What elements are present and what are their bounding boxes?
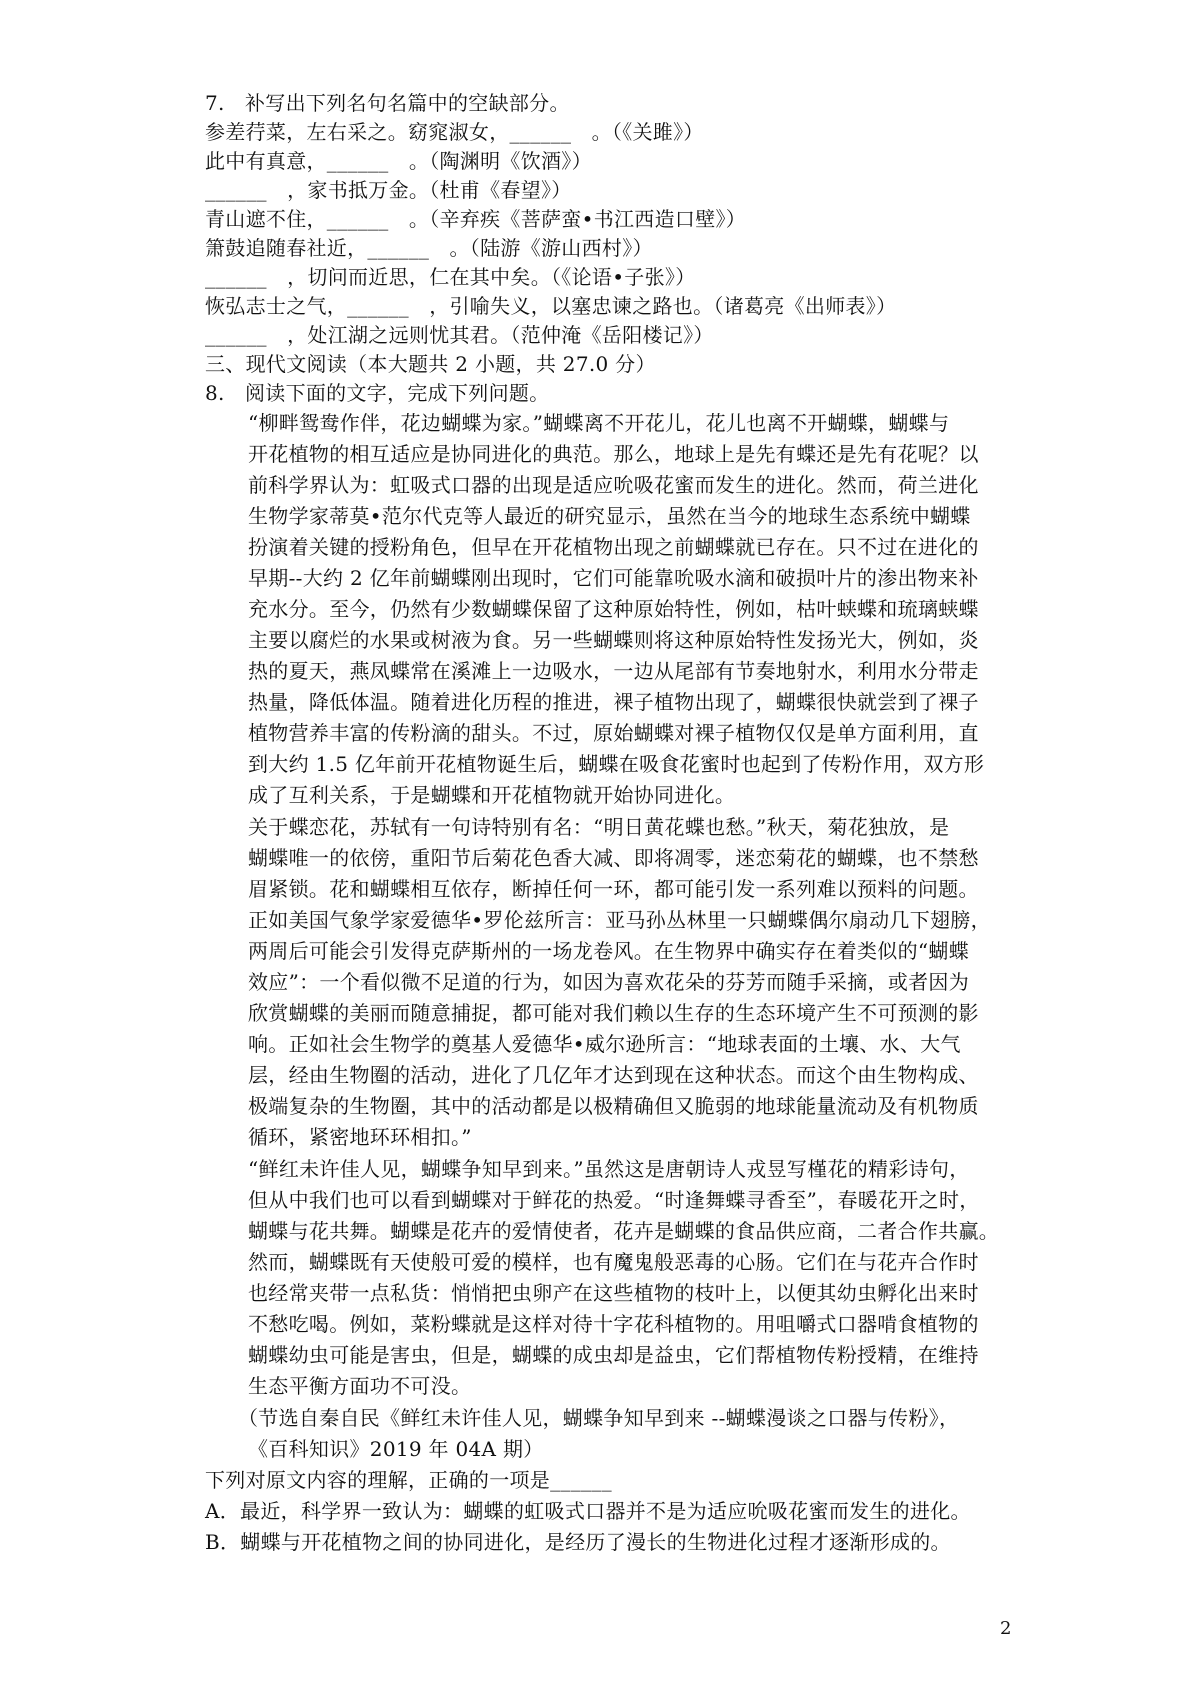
q7-line: ______ ，切问而近思，仁在其中矣。（《论语•子张》） — [205, 265, 696, 289]
q7-line: ______ ，家书抵万金。（杜甫《春望》） — [205, 178, 572, 202]
passage-line: 热的夏天，燕凤蝶常在溪滩上一边吸水，一边从尾部有节奏地射水，利用水分带走 — [248, 659, 979, 683]
passage-line: 蝴蝶幼虫可能是害虫，但是，蝴蝶的成虫却是益虫，它们帮植物传粉授精，在维持 — [248, 1343, 979, 1367]
passage-line: 但从中我们也可以看到蝴蝶对于鲜花的热爱。“时逢舞蝶寻香至”，春暖花开之时， — [248, 1188, 980, 1212]
passage-line: 然而，蝴蝶既有天使般可爱的模样，也有魔鬼般恶毒的心肠。它们在与花卉合作时 — [248, 1250, 979, 1274]
passage-line: 欣赏蝴蝶的美丽而随意捕捉，都可能对我们赖以生存的生态环境产生不可预测的影 — [248, 1001, 979, 1025]
passage-line: “鲜红未许佳人见，蝴蝶争知早到来。”虽然这是唐朝诗人戎昱写槿花的精彩诗句， — [248, 1157, 970, 1181]
passage-line: 也经常夹带一点私货：悄悄把虫卵产在这些植物的枝叶上，以便其幼虫孵化出来时 — [248, 1281, 979, 1305]
passage-line: 极端复杂的生物圈，其中的活动都是以极精确但又脆弱的地球能量流动及有机物质 — [248, 1094, 979, 1118]
passage-line: 蝴蝶唯一的依傍，重阳节后菊花色香大减、即将凋零，迷恋菊花的蝴蝶，也不禁愁 — [248, 846, 979, 870]
option-a: A．最近，科学界一致认为：蝴蝶的虹吸式口器并不是为适应吮吸花蜜而发生的进化。 — [205, 1499, 971, 1523]
q7-line: 恢弘志士之气，______ ，引喻失义，以塞忠谏之路也。（诸葛亮《出师表》） — [205, 294, 897, 318]
passage-line: 关于蝶恋花，苏轼有一句诗特别有名：“明日黄花蝶也愁。”秋天，菊花独放，是 — [248, 815, 950, 839]
q7-line: 此中有真意，______ 。（陶渊明《饮酒》） — [205, 149, 592, 173]
passage-line: 眉紧锁。花和蝴蝶相互依存，断掉任何一环，都可能引发一系列难以预料的问题。 — [248, 877, 979, 901]
passage-line: 热量，降低体温。随着进化历程的推进，裸子植物出现了，蝴蝶很快就尝到了裸子 — [248, 690, 979, 714]
citation-line: 《百科知识》2019 年 04A 期） — [248, 1437, 544, 1461]
passage-line: 充水分。至今，仍然有少数蝴蝶保留了这种原始特性，例如，枯叶蛱蝶和琉璃蛱蝶 — [248, 597, 979, 621]
passage-line: 循环，紧密地环环相扣。” — [248, 1125, 472, 1149]
passage-line: “柳畔鸳鸯作伴，花边蝴蝶为家。”蝴蝶离不开花儿，花儿也离不开蝴蝶，蝴蝶与 — [248, 411, 950, 435]
passage-line: 前科学界认为：虹吸式口器的出现是适应吮吸花蜜而发生的进化。然而，荷兰进化 — [248, 473, 979, 497]
passage-line: 生物学家蒂莫•范尔代克等人最近的研究显示，虽然在当今的地球生态系统中蝴蝶 — [248, 504, 971, 528]
passage-line: 主要以腐烂的水果或树液为食。另一些蝴蝶则将这种原始特性发扬光大，例如，炎 — [248, 628, 979, 652]
passage-line: 两周后可能会引发得克萨斯州的一场龙卷风。在生物界中确实存在着类似的“蝴蝶 — [248, 939, 970, 963]
citation-line: （节选自秦自民《鲜红未许佳人见，蝴蝶争知早到来 --蝴蝶漫谈之口器与传粉》， — [238, 1406, 960, 1430]
passage-line: 开花植物的相互适应是协同进化的典范。那么，地球上是先有蝶还是先有花呢？以 — [248, 442, 979, 466]
q7-line: 参差荇菜，左右采之。窈窕淑女，______ 。（《关雎》） — [205, 120, 704, 144]
passage-line: 植物营养丰富的传粉滴的甜头。不过，原始蝴蝶对裸子植物仅仅是单方面利用，直 — [248, 721, 979, 745]
option-b: B．蝴蝶与开花植物之间的协同进化，是经历了漫长的生物进化过程才逐渐形成的。 — [205, 1530, 951, 1554]
passage-line: 效应”：一个看似微不足道的行为，如因为喜欢花朵的芬芳而随手采摘，或者因为 — [248, 970, 970, 994]
passage-line: 生态平衡方面功不可没。 — [248, 1374, 472, 1398]
passage-line: 早期--大约 2 亿年前蝴蝶刚出现时，它们可能靠吮吸水滴和破损叶片的渗出物来补 — [248, 566, 979, 590]
passage-line: 成了互利关系，于是蝴蝶和开花植物就开始协同进化。 — [248, 783, 736, 807]
page-number: 2 — [1000, 1618, 1012, 1639]
passage-line: 到大约 1.5 亿年前开花植物诞生后，蝴蝶在吸食花蜜时也起到了传粉作用，双方形 — [248, 752, 985, 776]
q7-line: 青山遮不住，______ 。（辛弃疾《菩萨蛮•书江西造口壁》） — [205, 207, 747, 231]
passage-line: 蝴蝶与花共舞。蝴蝶是花卉的爱情使者，花卉是蝴蝶的食品供应商，二者合作共赢。 — [248, 1219, 1000, 1243]
q8-title: 8. 阅读下面的文字，完成下列问题。 — [205, 381, 550, 405]
q7-line: ______ ，处江湖之远则忧其君。（范仲淹《岳阳楼记》） — [205, 323, 714, 347]
passage-line: 不愁吃喝。例如，菜粉蝶就是这样对待十字花科植物的。用咀嚼式口器啃食植物的 — [248, 1312, 979, 1336]
q8-question: 下列对原文内容的理解，正确的一项是______ — [205, 1468, 612, 1492]
section-heading: 三、现代文阅读（本大题共 2 小题，共 27.0 分） — [205, 352, 656, 376]
passage-line: 正如美国气象学家爱德华•罗伦兹所言：亚马孙丛林里一只蝴蝶偶尔扇动几下翅膀， — [248, 908, 991, 932]
passage-line: 响。正如社会生物学的奠基人爱德华•威尔逊所言：“地球表面的土壤、水、大气 — [248, 1032, 961, 1056]
passage-line: 扮演着关键的授粉角色，但早在开花植物出现之前蝴蝶就已存在。只不过在进化的 — [248, 535, 979, 559]
q7-title: 7. 补写出下列名句名篇中的空缺部分。 — [205, 91, 570, 115]
passage-line: 层，经由生物圈的活动，进化了几亿年才达到现在这种状态。而这个由生物构成、 — [248, 1063, 979, 1087]
q7-line: 箫鼓追随春社近，______ 。（陆游《游山西村》） — [205, 236, 653, 260]
